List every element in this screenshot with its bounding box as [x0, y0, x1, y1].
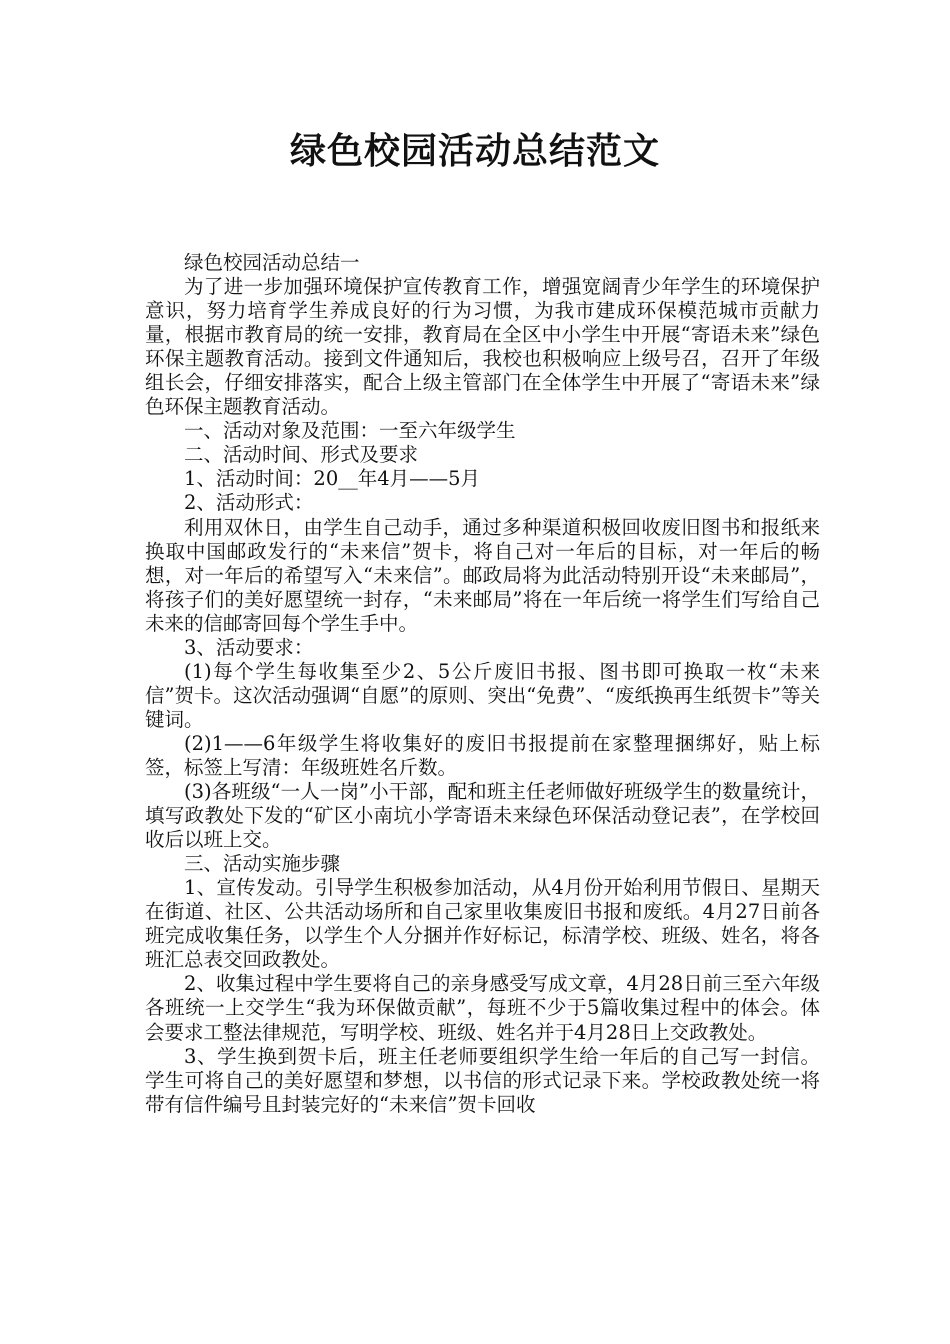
paragraph: (3)各班级“一人一岗”小干部，配和班主任老师做好班级学生的数量统计，填写政教处下发的“矿区小南坑小学寄语未来绿色环保活动登记表”，在学校回收后以班上交。	[145, 780, 820, 852]
paragraph: (1)每个学生每收集至少2、5公斤废旧书报、图书即可换取一枚“未来信”贺卡。这次活动强调“自愿”的原则、突出“免费”、“废纸换再生纸贺卡”等关键词。	[145, 659, 820, 731]
paragraph: 2、活动形式：	[184, 491, 314, 515]
paragraph: 1、活动时间：20__年4月——5月	[184, 467, 481, 491]
paragraph: 3、活动要求：	[184, 635, 314, 659]
paragraph: 利用双休日，由学生自己动手，通过多种渠道积极回收废旧图书和报纸来换取中国邮政发行的“未来信”贺卡，将自己对一年后的目标，对一年后的畅想，对一年后的希望写入“未来信”。邮政局将为此活动特别开设“未来邮局”，将孩子们的美好愿望统一封存，“未来邮局”将在一年后统一将学生们写给自己未来的信邮寄回每个学生手中。	[145, 515, 820, 635]
paragraph: 二、活动时间、形式及要求	[184, 443, 419, 467]
paragraph: 一、活动对象及范围：一至六年级学生	[184, 419, 516, 443]
document-title: 绿色校园活动总结范文	[289, 131, 660, 172]
paragraph: 为了进一步加强环境保护宣传教育工作，增强宽阔青少年学生的环境保护意识，努力培育学生养成良好的行为习惯，为我市建成环保模范城市贡献力量，根据市教育局的统一安排，教育局在全区中小学生中开展“寄语未来”绿色环保主题教育活动。接到文件通知后，我校也积极响应上级号召，召开了年级组长会，仔细安排落实，配合上级主管部门在全体学生中开展了“寄语未来”绿色环保主题教育活动。	[145, 275, 820, 419]
paragraph: (2)1——6年级学生将收集好的废旧书报提前在家整理捆绑好，贴上标签，标签上写清：年级班姓名斤数。	[145, 731, 820, 779]
document-body	[145, 251, 820, 1117]
paragraph: 3、学生换到贺卡后，班主任老师要组织学生给一年后的自己写一封信。学生可将自己的美好愿望和梦想，以书信的形式记录下来。学校政教处统一将带有信件编号且封装完好的“未来信”贺卡回收	[145, 1044, 820, 1116]
paragraph: 三、活动实施步骤	[184, 852, 341, 876]
section-heading: 绿色校园活动总结一	[184, 251, 360, 274]
paragraph: 1、宣传发动。引导学生积极参加活动，从4月份开始利用节假日、星期天在街道、社区、公共活动场所和自己家里收集废旧书报和废纸。4月27日前各班完成收集任务，以学生个人分捆并作好标记，标清学校、班级、姓名，将各班汇总表交回政教处。	[145, 876, 820, 972]
paragraph: 2、收集过程中学生要将自己的亲身感受写成文章，4月28日前三至六年级各班统一上交学生“我为环保做贡献”，每班不少于5篇收集过程中的体会。体会要求工整法律规范，写明学校、班级、姓名并于4月28日上交政教处。	[145, 972, 820, 1044]
